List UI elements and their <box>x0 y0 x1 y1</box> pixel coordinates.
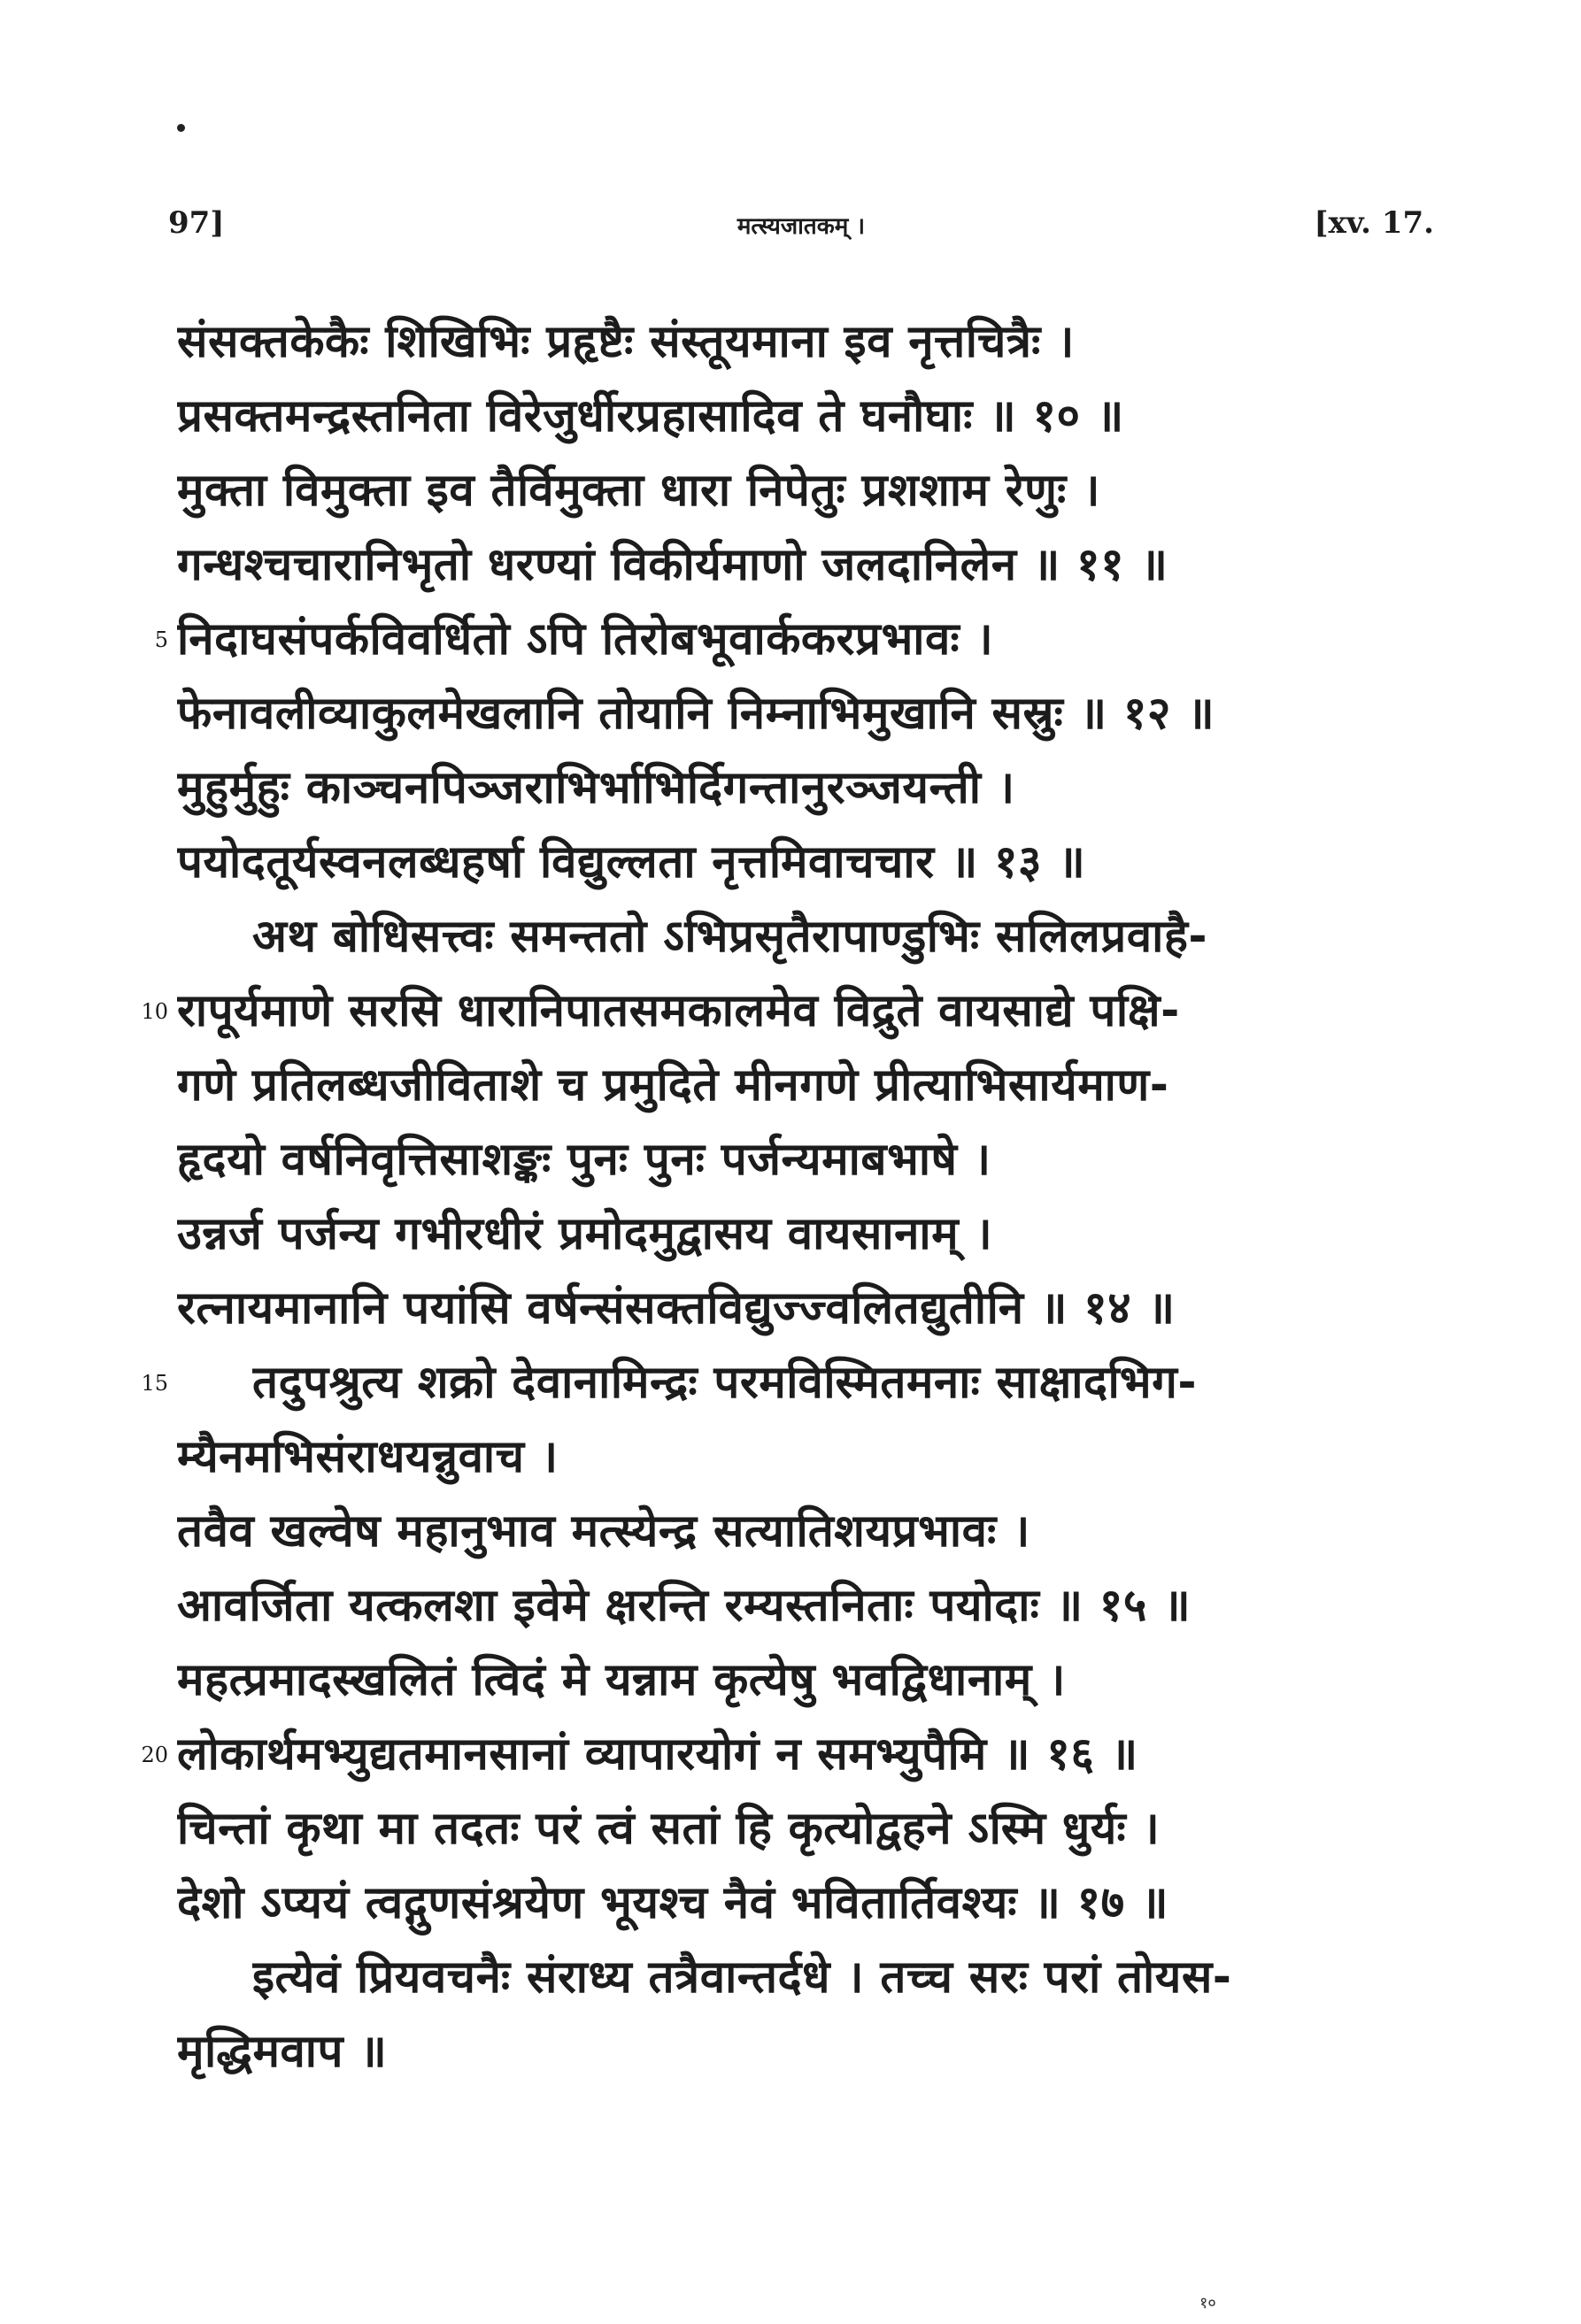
text-line: गन्धश्चचारानिभृतो धरण्यां विकीर्यमाणो जलदानिलेन ॥ ११ ॥ <box>177 539 1168 591</box>
text-line: मुहुर्मुहुः काञ्चनपिञ्जराभिर्भाभिर्दिगन्तानुरञ्जयन्ती । <box>177 762 1015 814</box>
text-line: मुक्ता विमुक्ता इव तैर्विमुक्ता धारा निपेतुः प्रशशाम रेणुः । <box>177 465 1100 517</box>
page-number: 97] <box>168 205 225 241</box>
text-line: संसक्तकेकैः शिखिभिः प्रहृष्टैः संस्तूयमाना इव नृत्तचित्रैः । <box>177 316 1075 368</box>
text-line: तदुपश्रुत्य शक्रो देवानामिन्द्रः परमविस्मितमनाः साक्षादभिग- <box>252 1357 1197 1409</box>
text-line: आवर्जिता यत्कलशा इवेमे क्षरन्ति रम्यस्तनिताः पयोदाः ॥ १५ ॥ <box>177 1580 1192 1632</box>
text-line: इत्येवं प्रियवचनैः संराध्य तत्रैवान्तर्दधे । तच्च सरः परां तोयस- <box>252 1951 1232 2004</box>
text-line: प्रसक्तमन्द्रस्तनिता विरेजुर्धीरप्रहासादिव ते घनौघाः ॥ १० ॥ <box>177 390 1124 442</box>
text-line: अथ बोधिसत्त्वः समन्ततो ऽभिप्रसृतैरापाण्डुभिः सलिलप्रवाहै- <box>252 911 1208 963</box>
text-line: हृदयो वर्षनिवृत्तिसाशङ्कः पुनः पुनः पर्जन्यमाबभाषे । <box>177 1134 991 1186</box>
line-number: 10 <box>141 999 168 1024</box>
text-line: रापूर्यमाणे सरसि धारानिपातसमकालमेव विद्रुते वायसाद्ये पक्षि- <box>177 985 1180 1037</box>
text-line: उन्नर्ज पर्जन्य गभीरधीरं प्रमोदमुद्वासय वायसानाम् । <box>177 1208 993 1260</box>
text-line: तवैव खल्वेष महानुभाव मत्स्येन्द्र सत्यातिशयप्रभावः । <box>177 1505 1030 1558</box>
line-number: 20 <box>141 1743 168 1767</box>
section-reference: [xv. 17. <box>1314 205 1434 241</box>
text-line: लोकार्थमभ्युद्यतमानसानां व्यापारयोगं न समभ्युपैमि ॥ १६ ॥ <box>177 1728 1138 1781</box>
text-line: म्यैनमभिसंराधयन्नुवाच । <box>177 1431 559 1483</box>
text-line: फेनावलीव्याकुलमेखलानि तोयानि निम्नाभिमुखानि सस्रुः ॥ १२ ॥ <box>177 688 1215 740</box>
line-number: 5 <box>154 627 168 652</box>
ink-speck <box>177 124 185 132</box>
text-line: निदाघसंपर्कविवर्धितो ऽपि तिरोबभूवार्ककरप्रभावः । <box>177 613 994 666</box>
text-line: महत्प्रमादस्खलितं त्विदं मे यन्नाम कृत्येषु भवद्विधानाम् । <box>177 1654 1066 1706</box>
line-number: 15 <box>141 1371 168 1396</box>
text-line: रत्नायमानानि पयांसि वर्षन्संसक्तविद्युज्ज्वलितद्युतीनि ॥ १४ ॥ <box>177 1282 1176 1335</box>
text-line: मृद्धिमवाप ॥ <box>177 2026 388 2078</box>
text-line: गणे प्रतिलब्धजीविताशे च प्रमुदिते मीनगणे प्रीत्याभिसार्यमाण- <box>177 1059 1169 1112</box>
text-line: देशो ऽप्ययं त्वद्गुणसंश्रयेण भूयश्च नैवं भवितार्तिवश्यः ॥ १७ ॥ <box>177 1877 1168 1929</box>
text-line: पयोदतूर्यस्वनलब्धहर्षा विद्युल्लता नृत्तमिवाचचार ॥ १३ ॥ <box>177 836 1086 889</box>
running-title: मत्स्यजातकम् । <box>737 213 866 240</box>
text-line: चिन्तां कृथा मा तदतः परं त्वं सतां हि कृत्योद्वहने ऽस्मि धुर्यः । <box>177 1803 1161 1855</box>
running-header <box>168 205 1434 250</box>
signature-mark: १० <box>1199 2294 1216 2312</box>
